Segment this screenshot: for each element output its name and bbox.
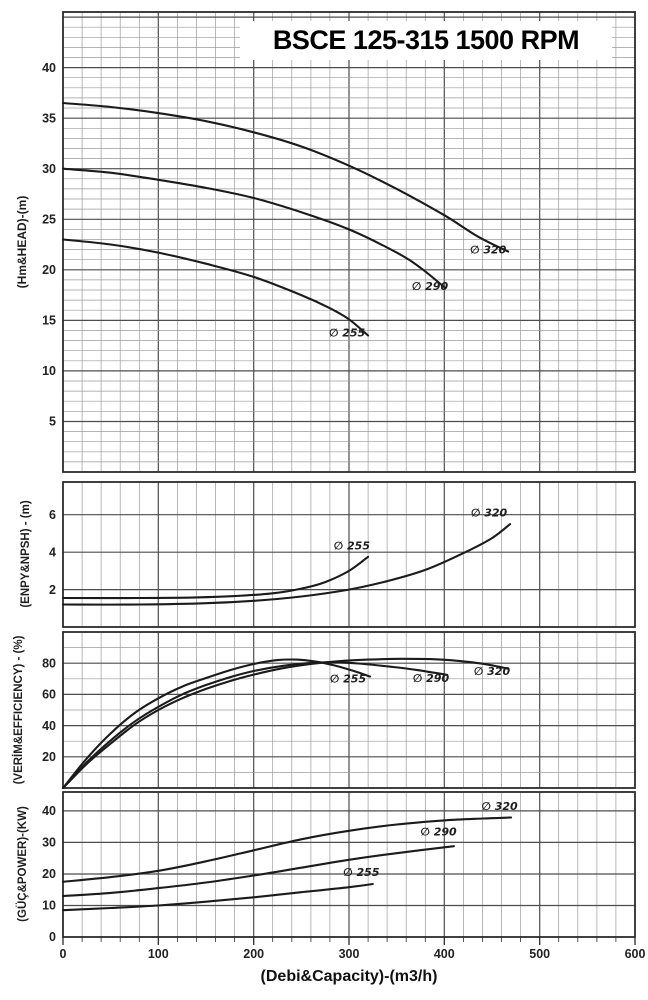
efficiency-ytick-label: 80 — [42, 656, 56, 671]
head-ytick-label: 15 — [42, 313, 56, 328]
chart-title: BSCE 125-315 1500 RPM — [240, 21, 612, 60]
head-curve-label-290: ∅ 290 — [411, 280, 449, 293]
head-ytick-label: 35 — [42, 111, 56, 126]
efficiency-panel — [42, 632, 635, 788]
power-curve-255 — [63, 884, 373, 910]
npsh-curve-label-320: ∅ 320 — [470, 506, 508, 520]
npsh-curve-label-255: ∅ 255 — [333, 539, 371, 553]
efficiency-curve-label-255: ∅ 255 — [329, 672, 367, 686]
npsh-ytick-label: 6 — [49, 507, 56, 522]
head-ytick-label: 5 — [49, 414, 56, 429]
head-curve-label-255: ∅ 255 — [328, 326, 366, 340]
x-tick-label: 200 — [243, 947, 265, 961]
head-ytick-label: 30 — [42, 161, 56, 176]
power-curve-290 — [63, 846, 454, 896]
npsh-ytick-label: 4 — [49, 545, 56, 560]
x-tick-label: 400 — [433, 947, 455, 961]
head-axis-label: (Hm&HEAD)-(m) — [15, 195, 29, 289]
efficiency-ytick-label: 20 — [42, 750, 56, 764]
npsh-ytick-label: 2 — [49, 582, 56, 597]
x-axis-title: (Debi&Capacity)-(m3/h) — [260, 968, 438, 985]
power-curve-label-320: ∅ 320 — [481, 800, 518, 813]
efficiency-ytick-label: 40 — [42, 718, 56, 733]
head-panel — [42, 12, 635, 472]
power-ytick-label: 10 — [42, 898, 56, 913]
power-curve-label-255: ∅ 255 — [343, 865, 380, 879]
head-ytick-label: 25 — [42, 212, 56, 227]
x-axis — [60, 937, 646, 961]
efficiency-curve-label-290: ∅ 290 — [412, 671, 450, 685]
npsh-curve-320 — [63, 524, 510, 605]
x-tick-label: 100 — [147, 947, 169, 961]
x-tick-label: 500 — [529, 947, 551, 961]
efficiency-ytick-label: 60 — [42, 687, 56, 702]
head-ytick-label: 40 — [42, 60, 56, 75]
head-ytick-label: 10 — [42, 364, 56, 379]
power-axis-label: (GÜÇ&POWER)-(KW) — [17, 806, 29, 922]
head-ytick-label: 20 — [42, 263, 56, 277]
head-curve-label-320: ∅ 320 — [470, 243, 507, 257]
power-curve-label-290: ∅ 290 — [420, 825, 457, 839]
x-tick-label: 300 — [338, 947, 360, 961]
power-ytick-label: 20 — [42, 867, 56, 882]
power-ytick-label: 30 — [42, 835, 56, 850]
efficiency-curve-label-320: ∅ 320 — [473, 664, 511, 678]
npsh-panel — [49, 482, 635, 627]
x-tick-label: 0 — [59, 947, 67, 961]
x-tick-label: 600 — [624, 947, 646, 961]
efficiency-axis-label: (VERİM&EFFICIENCY) - (%) — [13, 635, 25, 785]
power-ytick-label: 0 — [49, 930, 56, 945]
npsh-axis-label: (ENPY&NPSH) - (m) — [20, 500, 32, 608]
power-panel — [42, 792, 635, 944]
power-ytick-label: 40 — [42, 804, 56, 819]
